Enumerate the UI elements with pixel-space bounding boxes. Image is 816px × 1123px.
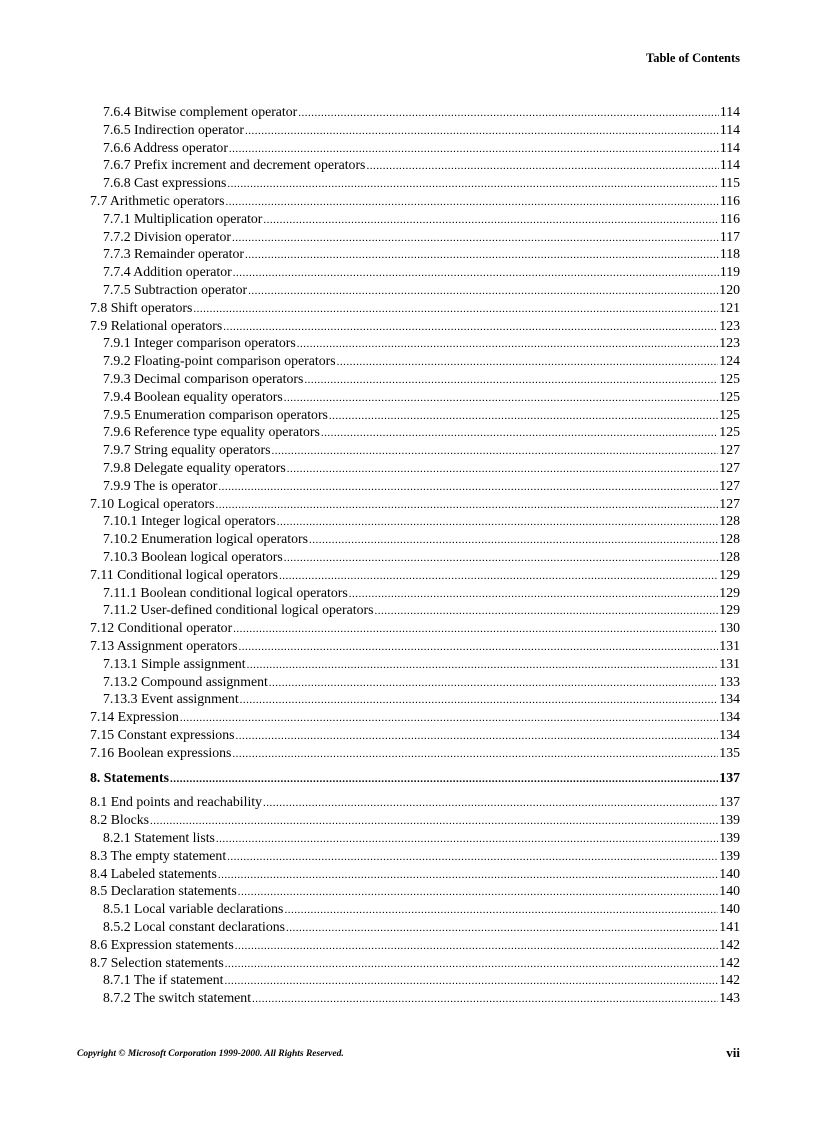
toc-entry[interactable]	[90, 744, 740, 762]
toc-entry-title: 8.7 Selection statements	[90, 954, 224, 970]
dot-leader	[170, 768, 718, 790]
dot-leader	[233, 621, 718, 639]
dot-leader	[224, 973, 718, 991]
toc-entry-page: 128	[719, 531, 740, 547]
toc-entry-title: 7.9.3 Decimal comparison operators	[103, 370, 304, 386]
toc-entry-title: 7.9.2 Floating-point comparison operators	[103, 353, 336, 369]
dot-leader	[286, 920, 718, 938]
dot-leader	[216, 831, 718, 849]
toc-entry[interactable]	[90, 174, 740, 192]
toc-entry-title: 7.6.7 Prefix increment and decrement operators	[103, 157, 366, 173]
dot-leader	[374, 603, 718, 621]
toc-entry-title: 8.4 Labeled statements	[90, 865, 217, 881]
toc-entry-page: 130	[719, 620, 740, 636]
toc-entry-page: 129	[719, 566, 740, 582]
toc-entry[interactable]	[90, 708, 740, 726]
dot-leader	[216, 497, 719, 515]
toc-entry[interactable]	[90, 954, 740, 972]
toc-entry-page: 140	[719, 865, 740, 881]
dot-leader	[235, 728, 718, 746]
dot-leader	[309, 532, 718, 550]
toc-entry[interactable]	[90, 530, 740, 548]
toc-entry-page: 114	[719, 121, 740, 137]
toc-entry-title: 7.7.5 Subtraction operator	[103, 281, 248, 297]
dot-leader	[284, 550, 719, 568]
toc-entry-page: 139	[719, 830, 740, 846]
dot-leader	[337, 354, 719, 372]
dot-leader	[247, 657, 719, 675]
toc-entry-title: 7.9.8 Delegate equality operators	[103, 459, 286, 475]
dot-leader	[245, 247, 719, 265]
toc-entry-title: 7.9.9 The is operator	[103, 477, 218, 493]
dot-leader	[232, 230, 719, 248]
toc-entry[interactable]	[90, 459, 740, 477]
toc-entry[interactable]	[90, 281, 740, 299]
dot-leader	[226, 194, 719, 212]
toc-entry-page: 128	[719, 548, 740, 564]
toc-entry-title: 7.15 Constant expressions	[90, 726, 235, 742]
toc-entry-title: 7.9 Relational operators	[90, 317, 223, 333]
toc-entry-title: 7.10.2 Enumeration logical operators	[103, 531, 308, 547]
toc-entry-page: 121	[719, 299, 740, 315]
toc-entry-page: 131	[719, 637, 740, 653]
toc-entry-title: 8.5.1 Local variable declarations	[103, 901, 284, 917]
dot-leader	[284, 390, 719, 408]
toc-entry-title: 8. Statements	[90, 770, 169, 786]
toc-entry-title: 7.6.6 Address operator	[103, 139, 228, 155]
dot-leader	[227, 849, 718, 867]
dot-leader	[227, 176, 718, 194]
dot-leader	[297, 336, 719, 354]
dot-leader	[287, 461, 719, 479]
toc-entry-title: 7.7.3 Remainder operator	[103, 246, 244, 262]
toc-entry-title: 7.9.4 Boolean equality operators	[103, 388, 283, 404]
dot-leader	[218, 479, 718, 497]
toc-entry-page: 139	[719, 847, 740, 863]
toc-entry[interactable]	[90, 726, 740, 744]
toc-entry[interactable]	[90, 865, 740, 883]
toc-entry[interactable]	[90, 103, 740, 121]
toc-entry[interactable]	[90, 423, 740, 441]
toc-entry-title: 8.3 The empty statement	[90, 847, 227, 863]
copyright-notice: Copyright © Microsoft Corporation 1999-2000. All Rights Reserved.	[77, 1049, 344, 1059]
toc-entry-page: 114	[719, 157, 740, 173]
toc-entry[interactable]	[90, 192, 740, 210]
dot-leader	[233, 265, 719, 283]
toc-chapter-entry[interactable]	[90, 767, 740, 789]
toc-entry-page: 120	[719, 281, 740, 297]
toc-entry-page: 137	[719, 770, 740, 786]
toc-entry-page: 125	[719, 370, 740, 386]
toc-entry-title: 8.1 End points and reachability	[90, 794, 263, 810]
page-number: vii	[726, 1045, 740, 1060]
toc-entry[interactable]	[90, 673, 740, 691]
toc-entry[interactable]	[90, 847, 740, 865]
toc-entry-page: 114	[719, 104, 740, 119]
toc-entry-page: 116	[719, 192, 740, 208]
dot-leader	[240, 692, 719, 710]
dot-leader	[304, 372, 718, 390]
toc-entry-title: 7.13.1 Simple assignment	[103, 655, 246, 671]
toc-entry[interactable]	[90, 388, 740, 406]
dot-leader	[349, 586, 719, 604]
toc-entry-title: 7.10.1 Integer logical operators	[103, 513, 276, 529]
toc-entry-page: 115	[719, 175, 740, 191]
toc-entry[interactable]	[90, 299, 740, 317]
toc-entry[interactable]	[90, 263, 740, 281]
toc-entry-page: 143	[719, 990, 740, 1006]
dot-leader	[223, 319, 718, 337]
toc-entry-title: 7.13.3 Event assignment	[103, 691, 239, 707]
toc-entry-title: 7.10.3 Boolean logical operators	[103, 548, 283, 564]
toc-entry-page: 142	[719, 936, 740, 952]
toc-entry-page: 131	[719, 655, 740, 671]
toc-entry-title: 7.8 Shift operators	[90, 299, 193, 315]
toc-entry-title: 7.6.4 Bitwise complement operator	[103, 104, 298, 119]
toc-entry-title: 7.14 Expression	[90, 709, 179, 725]
toc-entry-title: 7.7.2 Division operator	[103, 228, 231, 244]
toc-entry-title: 7.11 Conditional logical operators	[90, 566, 279, 582]
toc-entry-page: 137	[719, 794, 740, 810]
toc-entry[interactable]	[90, 793, 740, 811]
toc-entry[interactable]	[90, 477, 740, 495]
toc-entry-page: 125	[719, 424, 740, 440]
toc-entry-page: 127	[719, 442, 740, 458]
dot-leader	[238, 884, 719, 902]
dot-leader	[245, 123, 719, 141]
toc-entry[interactable]	[90, 317, 740, 335]
toc-entry[interactable]	[90, 210, 740, 228]
toc-entry-title: 7.6.8 Cast expressions	[103, 175, 227, 191]
toc-entry-title: 8.2.1 Statement lists	[103, 830, 215, 846]
toc-entry[interactable]	[90, 566, 740, 584]
toc-entry-page: 118	[719, 246, 740, 262]
toc-entry[interactable]	[90, 245, 740, 263]
toc-entry-page: 134	[719, 691, 740, 707]
toc-entry-title: 7.9.5 Enumeration comparison operators	[103, 406, 328, 422]
dot-leader	[329, 408, 718, 426]
toc-entry[interactable]	[90, 228, 740, 246]
toc-entry[interactable]	[90, 900, 740, 918]
toc-entry[interactable]	[90, 936, 740, 954]
dot-leader	[263, 795, 718, 813]
toc-entry-title: 8.5.2 Local constant declarations	[103, 919, 285, 935]
table-of-contents	[90, 103, 740, 1007]
toc-entry-page: 119	[719, 264, 740, 280]
toc-entry-title: 7.13 Assignment operators	[90, 637, 238, 653]
toc-entry[interactable]	[90, 334, 740, 352]
dot-leader	[248, 283, 718, 301]
toc-entry-title: 7.9.7 String equality operators	[103, 442, 271, 458]
toc-entry[interactable]	[90, 370, 740, 388]
toc-entry[interactable]	[90, 584, 740, 602]
toc-entry-title: 8.5 Declaration statements	[90, 883, 237, 899]
toc-entry-page: 127	[719, 459, 740, 475]
toc-entry[interactable]	[90, 829, 740, 847]
dot-leader	[269, 675, 719, 693]
toc-entry-title: 7.13.2 Compound assignment	[103, 673, 268, 689]
toc-entry[interactable]	[90, 512, 740, 530]
toc-entry[interactable]	[90, 156, 740, 174]
dot-leader	[252, 991, 718, 1009]
dot-leader	[284, 902, 718, 920]
toc-entry-page: 141	[719, 919, 740, 935]
toc-entry[interactable]	[90, 548, 740, 566]
toc-entry-page: 117	[719, 228, 740, 244]
dot-leader	[150, 813, 718, 831]
toc-entry[interactable]	[90, 882, 740, 900]
toc-entry-page: 128	[719, 513, 740, 529]
dot-leader	[239, 639, 719, 657]
toc-entry-title: 7.10 Logical operators	[90, 495, 215, 511]
toc-entry[interactable]	[90, 690, 740, 708]
toc-entry[interactable]	[90, 121, 740, 139]
dot-leader	[232, 746, 718, 764]
toc-entry-page: 123	[719, 335, 740, 351]
toc-entry-page: 125	[719, 388, 740, 404]
toc-entry[interactable]	[90, 619, 740, 637]
toc-entry[interactable]	[90, 601, 740, 619]
dot-leader	[321, 425, 718, 443]
toc-entry[interactable]	[90, 989, 740, 1007]
toc-entry-title: 7.12 Conditional operator	[90, 620, 233, 636]
toc-entry-page: 127	[719, 495, 740, 511]
dot-leader	[298, 105, 719, 123]
toc-entry-page: 129	[719, 602, 740, 618]
dot-leader	[263, 212, 718, 230]
toc-entry-page: 127	[719, 477, 740, 493]
toc-entry-title: 7.11.2 User-defined conditional logical operators	[103, 602, 374, 618]
toc-entry[interactable]	[90, 441, 740, 459]
dot-leader	[218, 867, 718, 885]
toc-entry-title: 8.7.2 The switch statement	[103, 990, 252, 1006]
toc-entry-page: 139	[719, 812, 740, 828]
toc-entry-title: 7.9.1 Integer comparison operators	[103, 335, 296, 351]
dot-leader	[180, 710, 718, 728]
toc-entry-title: 7.7.4 Addition operator	[103, 264, 232, 280]
toc-entry-page: 135	[719, 744, 740, 760]
toc-entry-page: 142	[719, 954, 740, 970]
toc-entry-page: 116	[719, 210, 740, 226]
dot-leader	[225, 956, 719, 974]
toc-entry[interactable]	[90, 139, 740, 157]
toc-entry-page: 125	[719, 406, 740, 422]
toc-entry-title: 7.7 Arithmetic operators	[90, 192, 225, 208]
toc-entry-title: 7.6.5 Indirection operator	[103, 121, 244, 137]
toc-entry-title: 7.7.1 Multiplication operator	[103, 210, 263, 226]
toc-entry-page: 129	[719, 584, 740, 600]
toc-entry-title: 8.2 Blocks	[90, 812, 150, 828]
toc-entry[interactable]	[90, 971, 740, 989]
toc-entry[interactable]	[90, 406, 740, 424]
page-header: Table of Contents	[646, 51, 740, 65]
dot-leader	[271, 443, 718, 461]
toc-entry[interactable]	[90, 918, 740, 936]
toc-entry-page: 140	[719, 901, 740, 917]
toc-entry-title: 8.7.1 The if statement	[103, 972, 224, 988]
toc-entry[interactable]	[90, 495, 740, 513]
toc-entry-page: 123	[719, 317, 740, 333]
toc-entry-title: 7.11.1 Boolean conditional logical operators	[103, 584, 348, 600]
toc-entry-page: 124	[719, 353, 740, 369]
toc-entry-page: 140	[719, 883, 740, 899]
dot-leader	[193, 301, 718, 319]
toc-entry-page: 142	[719, 972, 740, 988]
toc-entry-title: 7.9.6 Reference type equality operators	[103, 424, 320, 440]
toc-entry-title: 7.16 Boolean expressions	[90, 744, 232, 760]
toc-entry[interactable]	[90, 655, 740, 673]
dot-leader	[277, 514, 719, 532]
toc-entry-page: 134	[719, 709, 740, 725]
toc-entry[interactable]	[90, 352, 740, 370]
dot-leader	[366, 158, 718, 176]
toc-entry-page: 134	[719, 726, 740, 742]
toc-entry-page: 133	[719, 673, 740, 689]
toc-entry[interactable]	[90, 637, 740, 655]
dot-leader	[235, 938, 719, 956]
toc-entry[interactable]	[90, 811, 740, 829]
toc-entry-page: 114	[719, 139, 740, 155]
toc-entry-title: 8.6 Expression statements	[90, 936, 234, 952]
